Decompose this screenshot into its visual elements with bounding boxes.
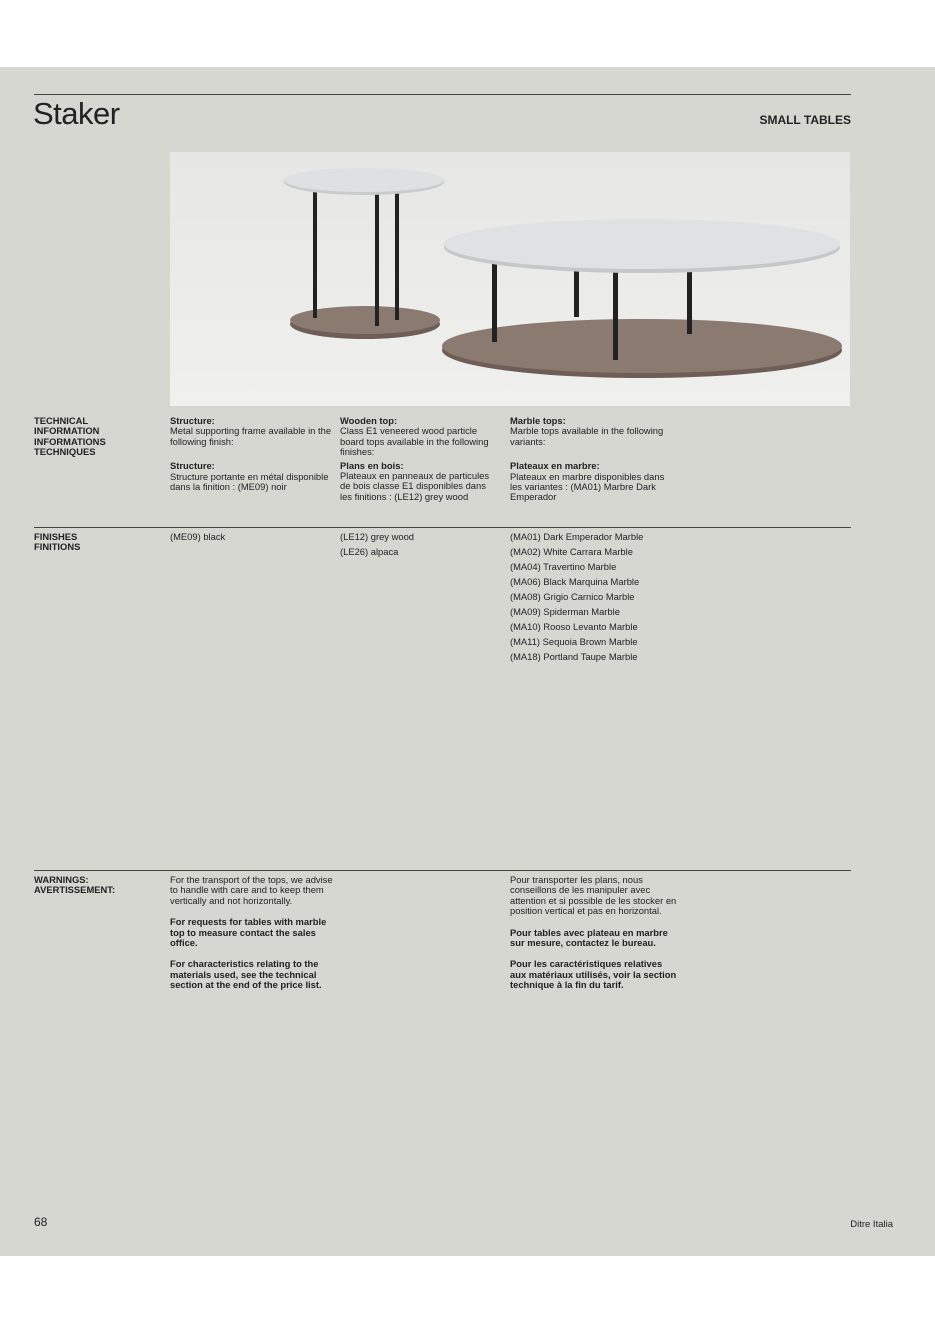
divider — [34, 527, 851, 528]
finish-item: (LE12) grey wood — [340, 531, 414, 542]
technical-label — [34, 416, 106, 458]
warning-text: Pour les caractéristiques relatives aux matériaux utilisés, voir la section technique à la fin du tarif. — [510, 958, 677, 991]
heading: Structure: — [170, 460, 215, 472]
finish-item: (MA18) Portland Taupe Marble — [510, 651, 638, 662]
finishes-label — [34, 532, 80, 553]
divider — [34, 94, 851, 95]
page-title: Staker — [33, 96, 120, 131]
label-line: INFORMATION — [34, 425, 100, 437]
warning-text: For characteristics relating to the materials used, see the technical section at the end of the price list. — [170, 958, 322, 991]
finish-item: (MA06) Black Marquina Marble — [510, 576, 640, 587]
marble-finishes — [510, 529, 643, 664]
structure-info — [170, 416, 338, 492]
divider — [34, 870, 851, 871]
label-line: TECHNIQUES — [34, 446, 96, 458]
text: Metal supporting frame available in the following finish: — [170, 425, 332, 447]
warnings-fr — [510, 875, 680, 991]
text: Marble tops available in the following variants: — [510, 425, 664, 447]
warning-text: For the transport of the tops, we advise to handle with care and to keep them vertically and not horizontally. — [170, 874, 333, 906]
wood-finishes — [340, 529, 414, 559]
text: Structure portante en métal disponible dans la finition : (ME09) noir — [170, 470, 329, 493]
warning-text: Pour transporter les plans, nous conseillons de les manipuler avec attention et si possible de les stocker en position vertical et pas en horizontal. — [510, 874, 677, 917]
heading: Plans en bois: — [340, 459, 404, 471]
category-label: SMALL TABLES — [759, 113, 851, 127]
brand-name: Ditre Italia — [850, 1219, 893, 1230]
label-line: TECHNICAL — [34, 415, 89, 426]
label-line: WARNINGS: — [34, 874, 89, 885]
heading: Plateaux en marbre: — [510, 460, 600, 472]
structure-finishes — [170, 529, 225, 544]
finish-item: (MA09) Spiderman Marble — [510, 606, 620, 617]
finish-item: (MA01) Dark Emperador Marble — [510, 531, 644, 542]
heading: Marble tops: — [510, 415, 566, 426]
text: Plateaux en panneaux de particules de bois classe E1 disponibles dans les finitions : (LE12) grey wood — [340, 470, 490, 502]
label-line: AVERTISSEMENT: — [34, 884, 116, 896]
marble-top-info — [510, 416, 678, 503]
text: Class E1 veneered wood particle board tops available in the following finishes: — [340, 425, 489, 458]
warnings-label — [34, 875, 115, 896]
finish-item: (LE26) alpaca — [340, 546, 399, 557]
label-line: INFORMATIONS — [34, 435, 106, 447]
finish-item: (MA10) Rooso Levanto Marble — [510, 621, 638, 632]
finish-item: (MA11) Sequoia Brown Marble — [510, 636, 638, 647]
finish-item: (MA08) Grigio Carnico Marble — [510, 591, 635, 602]
wooden-top-info — [340, 416, 498, 502]
warning-text: For requests for tables with marble top to measure contact the sales office. — [170, 916, 327, 949]
page-number: 68 — [34, 1215, 48, 1229]
heading: Structure: — [170, 415, 215, 426]
finish-item: (ME09) black — [170, 531, 226, 542]
finish-item: (MA04) Travertino Marble — [510, 561, 617, 572]
text: Plateaux en marbre disponibles dans les variantes : (MA01) Marbre Dark Emperador — [510, 470, 665, 503]
label-line: FINITIONS — [34, 541, 81, 553]
warning-text: Pour tables avec plateau en marbre sur mesure, contactez le bureau. — [510, 926, 668, 949]
finish-item: (MA02) White Carrara Marble — [510, 546, 633, 557]
heading: Wooden top: — [340, 415, 398, 426]
warnings-en — [170, 875, 340, 991]
product-photo — [170, 152, 850, 406]
label-line: FINISHES — [34, 531, 78, 542]
